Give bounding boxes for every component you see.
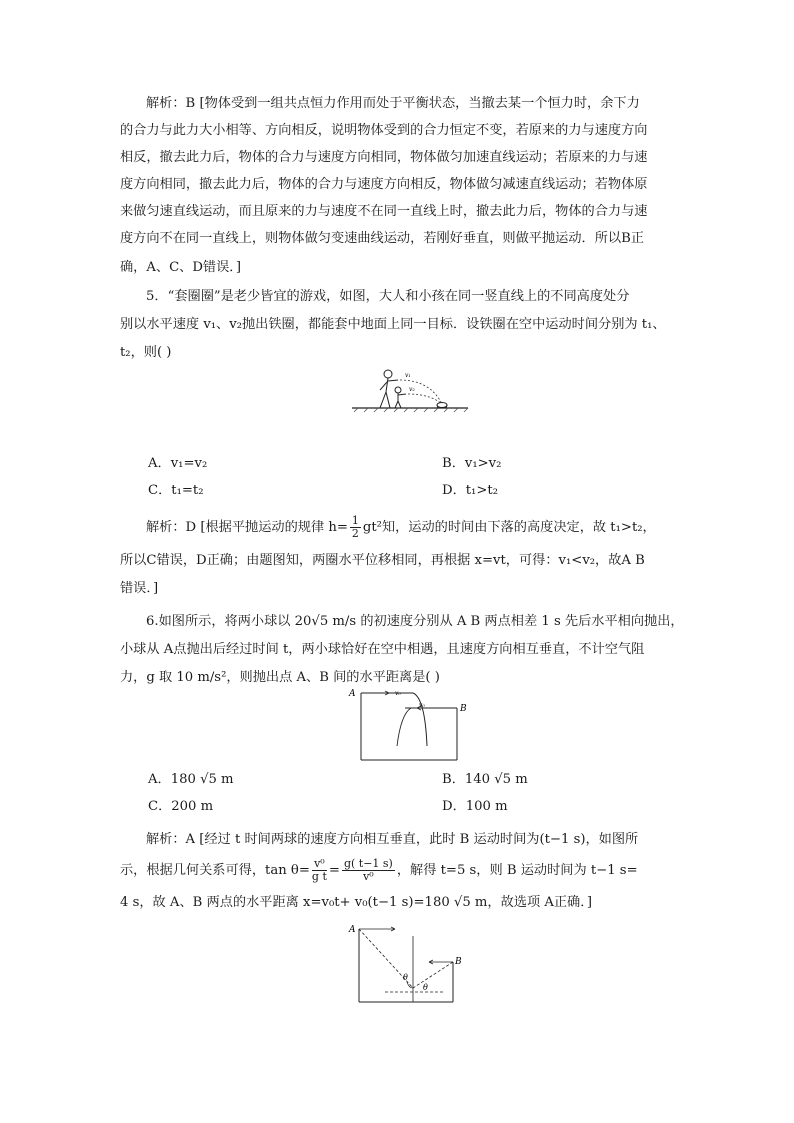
geo-label-b: B	[455, 957, 462, 967]
q6-option-d[interactable]: D．100 m	[442, 799, 508, 814]
q5-line-2: 别以水平速度 v₁、v₂抛出铁圈，都能套中地面上同一目标．设铁圈在空中运动时间分别为 t₁、	[120, 317, 666, 332]
label-a: A	[349, 689, 356, 699]
analysis-q4-line-7: 确，A、C、D错误．]	[120, 260, 242, 275]
analysis-q5-line-1	[146, 514, 656, 541]
frac-num: 1	[351, 514, 359, 527]
label-v0-b: v₀	[419, 702, 425, 709]
analysis-q5-pre: 解析：D [根据平抛运动的规律 h=	[146, 520, 348, 535]
analysis-q4-line-2: 的合力与此力大小相等、方向相反，说明物体受到的合力恒定不变，若原来的力与速度方向	[120, 123, 648, 138]
frac1-num: v⁰	[312, 858, 327, 871]
analysis-q4-line-4: 度方向相同，撤去此力后，物体的合力与速度方向相反，物体做匀减速直线运动；若物体原	[120, 177, 648, 192]
q6-option-b[interactable]: B．140 √5 m	[442, 772, 528, 787]
q5-line-1: 5．“套圈圈”是老少皆宜的游戏，如图，大人和小孩在同一竖直线上的不同高度处分	[146, 289, 630, 304]
fraction-one-half	[350, 515, 361, 540]
label-v0-a: v₀	[395, 690, 401, 697]
analysis-q4-line-5: 来做匀速直线运动，而且原来的力与速度不在同一直线上时，撤去此力后，物体的合力与速	[120, 204, 648, 219]
q6-option-a[interactable]: A．180 √5 m	[148, 772, 234, 787]
q5-option-c[interactable]: C．t₁=t₂	[148, 483, 204, 498]
analysis-q6-line-3: 4 s，故 A、B 两点的水平距离 x=v₀t+ v₀(t−1 s)=180 √5 m，故选项 A正确．]	[120, 895, 592, 910]
fraction-v0-over-gt	[312, 858, 327, 883]
frac-den: 2	[351, 527, 359, 540]
analysis-q5-line-3: 错误．]	[120, 581, 159, 596]
q5-option-a[interactable]: A．v₁=v₂	[148, 456, 208, 471]
projectile-figure	[345, 686, 475, 762]
q6-line-2: 小球从 A点抛出后经过时间 t，两小球恰好在空中相遇，且速度方向相互垂直，不计空气阻	[120, 642, 645, 657]
q5-line-3: t₂，则( )	[120, 345, 172, 360]
frac2-num: g( t−1 s)	[343, 857, 393, 870]
geo-label-a: A	[349, 925, 356, 935]
analysis-q6-post: ，解得 t=5 s，则 B 运动时间为 t−1 s=	[396, 863, 638, 878]
analysis-q6-pre: 示，根据几何关系可得，tan θ=	[120, 863, 310, 878]
theta-2: θ	[423, 983, 428, 992]
velocity-geometry-figure	[345, 922, 465, 1006]
analysis-q4-line-1: 解析：B [物体受到一组共点恒力作用而处于平衡状态，当撤去某一个恒力时，余下力	[146, 96, 640, 111]
theta-1: θ	[403, 973, 408, 982]
q5-option-d[interactable]: D．t₁>t₂	[442, 483, 498, 498]
frac1-den: g t	[311, 870, 327, 883]
label-b: B	[460, 704, 467, 714]
q6-option-c[interactable]: C．200 m	[148, 799, 214, 814]
analysis-q4-line-3: 相反，撤去此力后，物体的合力与速度方向相同，物体做匀加速直线运动；若原来的力与速	[120, 150, 648, 165]
fraction-gt-over-v0	[342, 858, 395, 883]
q6-line-1: 6.如图所示，将两小球以 20√5 m/s 的初速度分别从 A B 两点相差 1 s 先后水平相向抛出，	[146, 614, 684, 629]
q6-line-3: 力，g 取 10 m/s²，则抛出点 A、B 间的水平距离是( )	[120, 670, 440, 685]
analysis-q6-line-1: 解析：A [经过 t 时间两球的速度方向相互垂直，此时 B 运动时间为(t−1 s)，如图所	[146, 832, 639, 847]
q5-option-b[interactable]: B．v₁>v₂	[442, 456, 502, 471]
analysis-q5-line-2: 所以C错误，D正确；由题图知，两圈水平位移相同，再根据 x=vt，可得：v₁<v₂，故A B	[120, 553, 645, 568]
analysis-q6-line-2: 示，根据几何关系可得，tan θ= $\frac{\text{v⁰}}{\text{g t}}$ = $\frac{g( t-1 s)}{\text{v⁰}}$ ，解得 t=5 s，则 B 运动时间为 t−1 s=	[120, 857, 638, 883]
analysis-q4-line-6: 度方向不在同一直线上，则物体做匀变速曲线运动，若刚好垂直，则做平抛运动．所以B正	[120, 231, 644, 246]
analysis-q5-post: gt²知，运动的时间由下落的高度决定，故 t₁>t₂，	[362, 520, 656, 535]
label-v2: v₂	[409, 386, 415, 393]
ring-toss-figure	[350, 368, 470, 413]
label-v1: v₁	[405, 372, 411, 379]
frac2-den: v⁰	[363, 870, 374, 883]
